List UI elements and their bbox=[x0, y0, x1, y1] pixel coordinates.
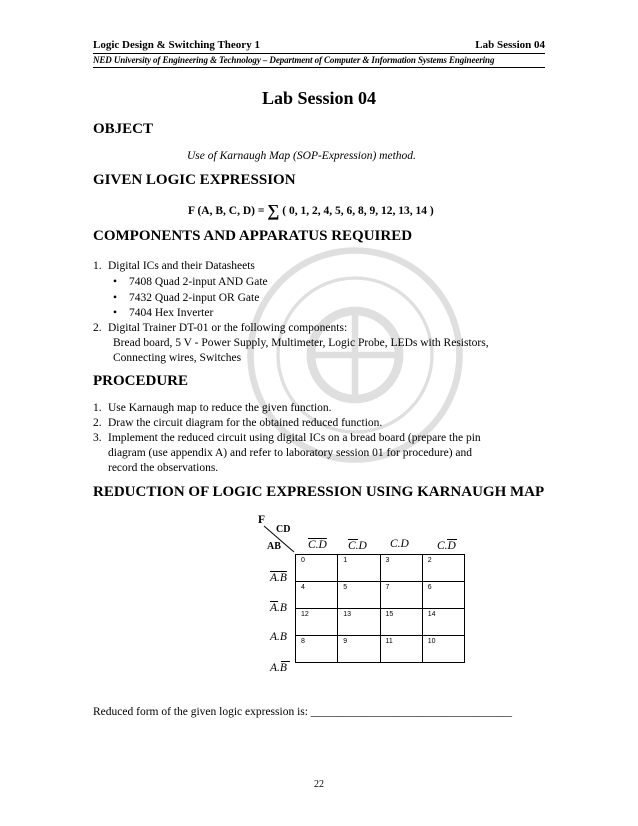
kmap-row-header: A.B bbox=[270, 602, 287, 614]
kmap-cell: 12 bbox=[296, 609, 338, 636]
step-text: Use Karnaugh map to reduce the given function. bbox=[108, 402, 332, 414]
kmap-cd-label: CD bbox=[276, 524, 291, 535]
kmap-cell: 5 bbox=[338, 582, 380, 609]
kmap-row bbox=[296, 636, 465, 663]
item-number: 2. bbox=[93, 322, 102, 334]
kmap-row-header: A.B bbox=[270, 631, 287, 643]
kmap-cell: 2 bbox=[422, 555, 464, 582]
reduced-form-line: Reduced form of the given logic expression is: ___________________________________ bbox=[93, 706, 513, 718]
kmap-col-header bbox=[308, 539, 327, 551]
overline-b bbox=[281, 661, 290, 662]
kmap-row bbox=[296, 582, 465, 609]
kmap-cell: 3 bbox=[380, 555, 422, 582]
step-text: Draw the circuit diagram for the obtained reduced function. bbox=[108, 417, 383, 429]
item-number: 1. bbox=[93, 260, 102, 272]
header-rule-2 bbox=[93, 67, 545, 68]
kmap-row-header bbox=[270, 572, 287, 584]
kmap-cell: 10 bbox=[422, 636, 464, 663]
kmap-cell: 1 bbox=[338, 555, 380, 582]
item-text: Digital Trainer DT-01 or the following components: bbox=[108, 322, 348, 334]
step-number: 3. bbox=[93, 432, 102, 444]
sigma-symbol: ∑ bbox=[267, 201, 280, 220]
bullet-glyph: • bbox=[113, 292, 118, 304]
col-header-text: C.D bbox=[437, 540, 456, 552]
institution-line: NED University of Engineering & Technology – Department of Computer & Information Systems Engineering bbox=[93, 55, 495, 65]
step-number: 1. bbox=[93, 402, 102, 414]
kmap-cell: 6 bbox=[422, 582, 464, 609]
given-heading: GIVEN LOGIC EXPRESSION bbox=[93, 172, 296, 188]
bullet-glyph: • bbox=[113, 307, 118, 319]
kmap-cell: 9 bbox=[338, 636, 380, 663]
kmap-f-label: F bbox=[258, 514, 266, 526]
overline-c bbox=[348, 539, 358, 540]
bullet-text: 7408 Quad 2-input AND Gate bbox=[129, 276, 268, 288]
kmap-cell: 11 bbox=[380, 636, 422, 663]
components-item-2-line-3: Connecting wires, Switches bbox=[113, 352, 242, 364]
reduction-heading: REDUCTION OF LOGIC EXPRESSION USING KARNAUGH MAP bbox=[93, 484, 545, 500]
kmap-cell: 13 bbox=[338, 609, 380, 636]
kmap-cell: 14 bbox=[422, 609, 464, 636]
running-header bbox=[93, 39, 545, 51]
object-text: Use of Karnaugh Map (SOP-Expression) method. bbox=[187, 150, 416, 162]
procedure-step bbox=[93, 402, 332, 414]
bullet-item bbox=[113, 307, 213, 319]
object-heading: OBJECT bbox=[93, 121, 154, 137]
bullet-item bbox=[113, 276, 268, 288]
expression-rhs: ( 0, 1, 2, 4, 5, 6, 8, 9, 12, 13, 14 ) bbox=[279, 205, 434, 217]
item-text: Digital ICs and their Datasheets bbox=[108, 260, 255, 272]
kmap-row-header: A.B bbox=[270, 662, 287, 674]
kmap-cell: 7 bbox=[380, 582, 422, 609]
page-number: 22 bbox=[314, 779, 324, 790]
bullet-text: 7432 Quad 2-input OR Gate bbox=[129, 292, 260, 304]
kmap-cell: 4 bbox=[296, 582, 338, 609]
procedure-step bbox=[93, 432, 481, 444]
col-header-text: C.D bbox=[348, 540, 367, 552]
karnaugh-map bbox=[295, 554, 465, 663]
step-number: 2. bbox=[93, 417, 102, 429]
kmap-cell: 0 bbox=[296, 555, 338, 582]
kmap-col-header bbox=[437, 540, 456, 552]
course-title: Logic Design & Switching Theory 1 bbox=[93, 39, 260, 51]
page-title: Lab Session 04 bbox=[261, 88, 377, 108]
procedure-step-3-line-2: diagram (use appendix A) and refer to laboratory session 01 for procedure) and bbox=[108, 447, 473, 459]
step-text: Implement the reduced circuit using digital ICs on a bread board (prepare the pin bbox=[108, 432, 481, 444]
bullet-glyph: • bbox=[113, 276, 118, 288]
kmap-col-header: C.D bbox=[390, 538, 409, 550]
components-heading: COMPONENTS AND APPARATUS REQUIRED bbox=[93, 228, 413, 244]
kmap-cell: 15 bbox=[380, 609, 422, 636]
overline-a bbox=[270, 601, 278, 602]
expression-lhs: F (A, B, C, D) = bbox=[188, 205, 268, 217]
procedure-heading: PROCEDURE bbox=[93, 373, 189, 389]
kmap-cell: 8 bbox=[296, 636, 338, 663]
bullet-item bbox=[113, 292, 259, 304]
components-item-2 bbox=[93, 322, 347, 334]
kmap-col-header bbox=[348, 540, 367, 552]
kmap-row bbox=[296, 555, 465, 582]
bullet-text: 7404 Hex Inverter bbox=[129, 307, 214, 319]
procedure-step bbox=[93, 417, 382, 429]
components-item-1 bbox=[93, 260, 255, 272]
logic-expression bbox=[188, 201, 434, 221]
header-rule bbox=[93, 53, 545, 54]
components-item-2-line-2: Bread board, 5 V - Power Supply, Multimeter, Logic Probe, LEDs with Resistors, bbox=[113, 337, 489, 349]
overline-d bbox=[447, 539, 457, 540]
procedure-step-3-line-3: record the observations. bbox=[108, 462, 219, 474]
session-label: Lab Session 04 bbox=[475, 39, 545, 51]
kmap-ab-label: AB bbox=[267, 541, 281, 552]
kmap-row bbox=[296, 609, 465, 636]
col-header-text: C.D bbox=[308, 539, 327, 551]
row-header-text: A.B bbox=[270, 572, 287, 584]
